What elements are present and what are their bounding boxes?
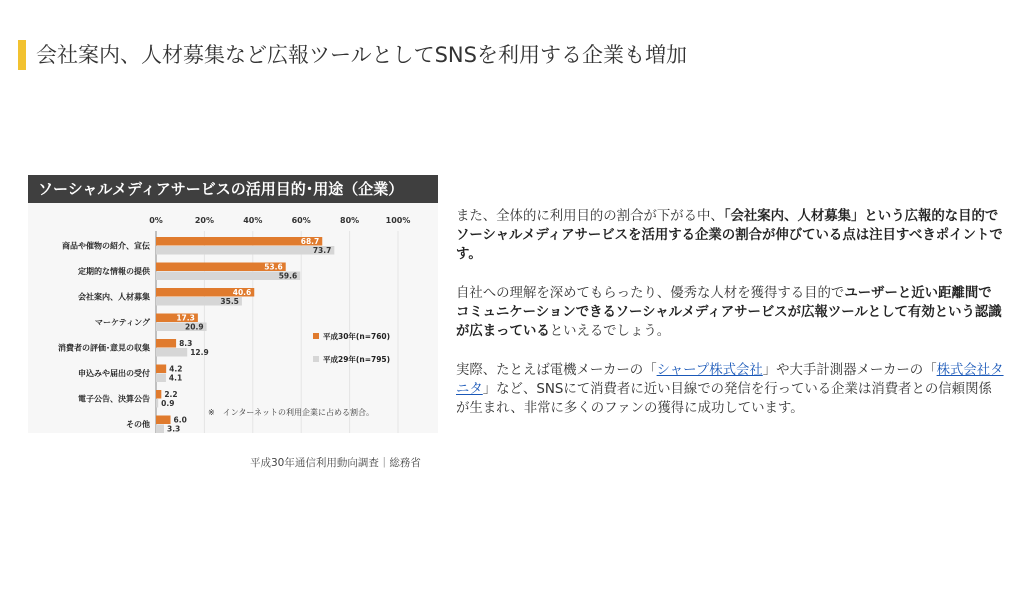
data-label: 4.2	[169, 364, 183, 374]
x-tick-label: 20%	[194, 216, 214, 225]
p3-text-1: 実際、たとえば電機メーカーの「	[456, 363, 657, 378]
data-label: 12.9	[190, 348, 209, 357]
article-paragraph-1	[456, 207, 1004, 264]
legend-swatch	[313, 356, 319, 362]
data-label: 2.2	[164, 390, 178, 399]
p2-text-start: 自社への理解を深めてもらったり、優秀な人材を獲得する目的で	[456, 286, 845, 301]
bar	[156, 246, 334, 255]
p1-text: また、全体的に利用目的の割合が下がる中、	[456, 209, 724, 224]
p3-text-2: 」や大手計測器メーカーの「	[762, 363, 937, 378]
legend-label: 平成29年(n=795)	[323, 355, 391, 364]
data-label: 6.0	[173, 415, 187, 425]
p3-text-3: 」など、SNSにて消費者に近い目線での発信を行っている企業は消費者との信頼関係が生まれ、非常に多くのファンの獲得に成功しています。	[456, 382, 992, 416]
tanita-link[interactable]: 株式会社タニタ	[456, 363, 1004, 397]
p2-text-end: といえるでしょう。	[549, 324, 671, 339]
bar	[156, 339, 176, 348]
page-title: 会社案内、人材募集など広報ツールとしてSNSを利用する企業も増加	[36, 43, 687, 67]
data-label: 20.9	[185, 322, 204, 332]
bar	[156, 374, 166, 383]
bar	[156, 399, 158, 408]
category-label: その他	[126, 420, 150, 429]
data-label: 4.1	[168, 373, 183, 383]
data-label: 17.3	[176, 313, 195, 323]
x-tick-label: 100%	[385, 216, 411, 225]
p2-bold: ユーザーと近い距離間でコミュニケーションできるソーシャルメディアサービスが広報ツールとして有効という認識が広まっている	[456, 286, 1002, 339]
chart-panel	[28, 175, 438, 433]
chart-title: ソーシャルメディアサービスの活用目的･用途（企業）	[28, 175, 438, 203]
bar-chart	[28, 203, 438, 433]
bar	[156, 425, 164, 434]
article-paragraph-3	[456, 361, 1004, 418]
chart-source: 平成30年通信利用動向調査｜総務省	[250, 457, 421, 469]
x-tick-label: 0%	[149, 216, 163, 225]
title-accent-bar	[18, 40, 26, 70]
chart-note: ※ インターネットの利用企業に占める割合。	[208, 408, 374, 417]
category-label: 定期的な情報の提供	[78, 267, 150, 276]
data-label: 3.3	[166, 424, 181, 433]
category-label: 電子公告、決算公告	[78, 394, 150, 404]
bar	[156, 365, 166, 374]
legend-swatch	[313, 333, 319, 339]
data-label: 40.6	[232, 288, 252, 297]
data-label: 73.7	[312, 246, 332, 255]
sharp-link[interactable]: シャープ株式会社	[656, 363, 763, 378]
bar	[156, 390, 161, 399]
legend-label: 平成30年(n=760)	[323, 332, 391, 341]
data-label: 59.6	[278, 271, 298, 281]
data-label: 53.6	[264, 262, 283, 272]
article-paragraph-2	[456, 284, 1004, 341]
category-label: 会社案内、人材募集	[78, 292, 150, 302]
category-label: 消費者の評価･意見の収集	[58, 343, 150, 353]
x-tick-label: 40%	[243, 216, 263, 225]
x-tick-label: 80%	[340, 216, 360, 225]
bar	[156, 416, 171, 425]
data-label: 0.9	[161, 399, 175, 408]
data-label: 8.3	[179, 339, 193, 348]
data-label: 68.7	[300, 237, 320, 246]
category-label: マーケティング	[94, 318, 150, 327]
category-label: 商品や催物の紹介、宣伝	[62, 241, 150, 251]
p1-bold: 「会社案内、人材募集」という広報的な目的でソーシャルメディアサービスを活用する企業の割合が伸びている点は注目すべきポイントです。	[456, 209, 1003, 262]
data-label: 35.5	[220, 297, 239, 306]
bar	[156, 237, 322, 246]
bar	[156, 348, 187, 357]
x-tick-label: 60%	[291, 216, 311, 225]
category-label: 申込みや届出の受付	[78, 369, 150, 378]
